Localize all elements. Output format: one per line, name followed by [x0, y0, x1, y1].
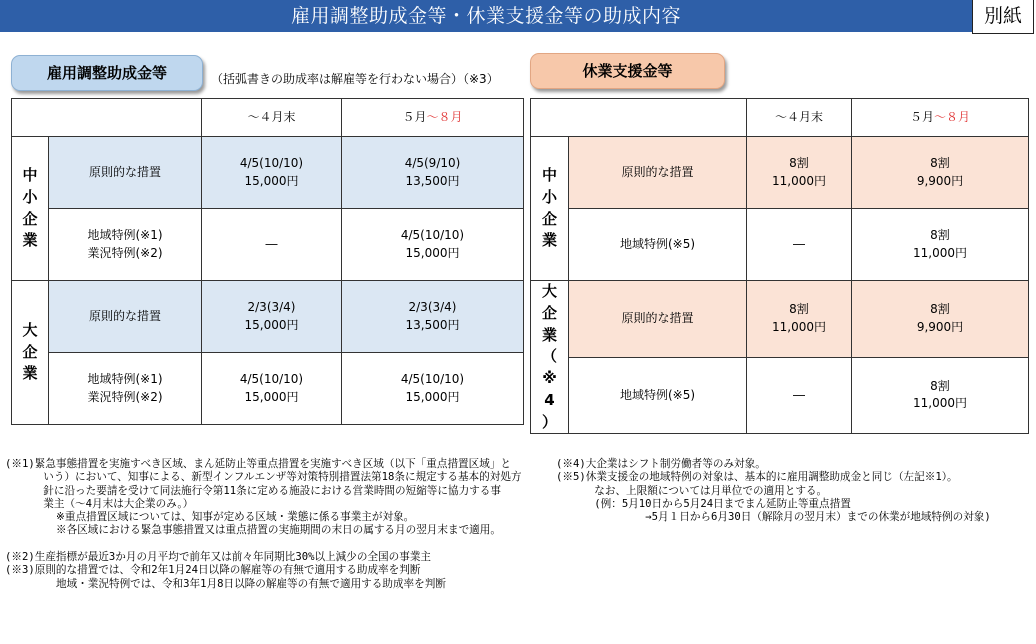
cell-line: 大 — [541, 282, 557, 300]
cell-line: 8割 — [930, 302, 950, 317]
rate-until-april-cell — [202, 281, 342, 353]
cell-line: 4/5(10/10) — [400, 372, 465, 387]
col-header-until-april: ～４月末 — [747, 99, 852, 137]
cell-line: 地域特例(※1) — [87, 228, 163, 243]
rate-may-aug-cell — [852, 209, 1029, 281]
header-row — [12, 99, 524, 137]
rate-until-april-cell — [747, 209, 852, 281]
employment-adjustment-subsidy-label: 雇用調整助成金等 — [11, 55, 203, 91]
cell-line: 8割 — [930, 156, 950, 171]
rate-may-aug-cell — [852, 137, 1029, 209]
cell-line: 15,000円 — [244, 389, 299, 404]
measure-cell — [569, 209, 747, 281]
footnote-line: ※重点措置区域については、知事が定める区域・業態に係る事業主が対象。 — [5, 511, 415, 524]
rate-until-april-cell — [747, 357, 852, 434]
cell-line: 地域特例(※5) — [619, 387, 696, 402]
cell-line: 11,000円 — [772, 173, 826, 188]
cell-line: 8割 — [789, 156, 809, 171]
table-row — [12, 353, 524, 425]
cell-line: 4 — [544, 390, 555, 409]
measure-cell — [569, 281, 747, 358]
cell-line: 企 — [22, 209, 38, 228]
measure-cell — [49, 353, 202, 425]
cell-line: 9,900円 — [916, 173, 964, 188]
cell-line: 13,500円 — [405, 173, 460, 188]
col-header-may-aug — [852, 99, 1029, 137]
col-header-may: ５月 — [909, 109, 934, 124]
cell-line: 業 — [22, 231, 38, 250]
leave-support-payment-label: 休業支援金等 — [530, 53, 725, 89]
table-row — [531, 137, 1029, 209]
cell-line: 8割 — [789, 302, 809, 317]
footnote-line: →5月１日から6月30日（解除月の翌月末）までの休業が地域特例の対象) — [556, 511, 991, 524]
leave-support-payment-table — [530, 98, 1029, 434]
rate-until-april-cell — [747, 281, 852, 358]
cell-line: 企 — [22, 342, 38, 361]
attachment-tag: 別紙 — [972, 0, 1034, 34]
footnote-line: なお、上限額については月単位での適用とする。 — [556, 484, 828, 497]
cell-line: 15,000円 — [405, 245, 460, 260]
measure-cell — [569, 357, 747, 434]
measure-cell — [49, 209, 202, 281]
table-row — [12, 209, 524, 281]
footnote-line: (※4)大企業はシフト制労働者等のみ対象。 — [556, 458, 766, 470]
cell-line: 業 — [22, 364, 38, 383]
measure-cell — [569, 137, 747, 209]
cell-line: 原則的な措置 — [88, 308, 161, 323]
rate-note: （括弧書きの助成率は解雇等を行わない場合）（※3） — [211, 72, 499, 86]
cell-line: 原則的な措置 — [621, 164, 694, 179]
corner-cell — [12, 99, 202, 137]
cell-line: 中 — [541, 166, 557, 184]
table-row — [531, 357, 1029, 434]
cell-line: 13,500円 — [405, 317, 460, 332]
cell-line: 企 — [541, 209, 557, 228]
cell-line: ） — [541, 412, 557, 431]
rate-until-april-cell — [202, 353, 342, 425]
cell-line: ― — [793, 387, 805, 402]
cell-line: 4/5(10/10) — [239, 372, 304, 387]
cell-line: 4/5(10/10) — [239, 156, 304, 171]
cell-line: 大 — [22, 320, 38, 339]
cell-line: 8割 — [930, 379, 950, 394]
cell-line: 小 — [541, 187, 557, 206]
rate-may-aug-cell — [342, 209, 524, 281]
cell-line: 4/5(9/10) — [404, 156, 461, 171]
rate-until-april-cell — [202, 137, 342, 209]
footnote-line: (※5)休業支援金の地域特例の対象は、基本的に雇用調整助成金と同じ（左記※1）。 — [556, 471, 958, 484]
footnotes-right — [556, 458, 991, 524]
footnotes-left — [5, 458, 522, 591]
employment-adjustment-subsidy-table — [11, 98, 524, 425]
page-title: 雇用調整助成金等・休業支援金等の助成内容 — [0, 0, 972, 32]
rate-may-aug-cell — [852, 281, 1029, 358]
cell-line: 11,000円 — [913, 245, 967, 260]
cell-line: 企 — [541, 303, 557, 322]
col-header-may: ５月 — [402, 109, 427, 124]
cell-line: 原則的な措置 — [621, 311, 694, 326]
col-header-until-april: ～４月末 — [202, 99, 342, 137]
footnote-line: (※1)緊急事態措置を実施すべき区域、まん延防止等重点措置を実施すべき区域（以下「重点措置区域」と — [5, 458, 512, 470]
cell-line: 2/3(3/4) — [247, 300, 296, 315]
company-size-label — [12, 137, 49, 281]
footnote-line: 針に沿った要請を受けて同法施行令第11条に定める施設における営業時間の短縮等に協力する事 — [5, 484, 501, 497]
cell-line: 9,900円 — [916, 319, 964, 334]
cell-line: 11,000円 — [913, 396, 967, 411]
cell-line: 11,000円 — [772, 319, 826, 334]
rate-may-aug-cell — [342, 137, 524, 209]
footnote-line: (※3)原則的な措置では、令和2年1月24日以降の解雇等の有無で適用する助成率を判断 — [5, 564, 421, 577]
col-header-to-august: ～８月 — [426, 109, 463, 124]
cell-line: 業 — [541, 231, 557, 250]
company-size-label — [12, 281, 49, 425]
table-row — [12, 137, 524, 209]
cell-line: （ — [541, 347, 557, 366]
cell-line: 中 — [22, 166, 38, 184]
rate-may-aug-cell — [852, 357, 1029, 434]
col-header-to-august: ～８月 — [934, 109, 971, 124]
cell-line: 4/5(10/10) — [400, 228, 465, 243]
cell-line: ※ — [542, 369, 557, 387]
col-header-may-aug — [342, 99, 524, 137]
footnote-line: (例：5月10日から5月24日までまん延防止等重点措置 — [556, 497, 851, 510]
cell-line: 原則的な措置 — [88, 164, 161, 179]
cell-line: ― — [265, 236, 278, 251]
corner-cell — [531, 99, 747, 137]
company-size-label — [531, 281, 569, 434]
cell-line: 業 — [541, 325, 557, 344]
table-row — [12, 281, 524, 353]
measure-cell — [49, 137, 202, 209]
cell-line: 15,000円 — [244, 317, 299, 332]
cell-line: 地域特例(※5) — [619, 236, 696, 251]
rate-may-aug-cell — [342, 353, 524, 425]
footnote-line: 地域・業況特例では、令和3年1月8日以降の解雇等の有無で適用する助成率を判断 — [5, 577, 446, 590]
cell-line: 業況特例(※2) — [87, 389, 163, 404]
cell-line: 8割 — [930, 228, 950, 243]
cell-line: 業況特例(※2) — [87, 245, 163, 260]
cell-line: 15,000円 — [244, 173, 299, 188]
table-row — [531, 209, 1029, 281]
cell-line: 15,000円 — [405, 389, 460, 404]
rate-until-april-cell — [202, 209, 342, 281]
table-row — [531, 281, 1029, 358]
footnote-line: ※各区域における緊急事態措置又は重点措置の実施期間の末日の属する月の翌月末まで適用。 — [5, 524, 501, 537]
cell-line: ― — [793, 236, 805, 251]
header-row — [531, 99, 1029, 137]
footnote-line: いう）において、知事による、新型インフルエンザ等対策特別措置法第18条に規定する基本的対処方 — [5, 471, 522, 484]
company-size-label — [531, 137, 569, 281]
measure-cell — [49, 281, 202, 353]
footnote-line: 業主（～4月末は大企業のみ。） — [5, 497, 194, 510]
rate-until-april-cell — [747, 137, 852, 209]
footnote-line: (※2)生産指標が最近3か月の月平均で前年又は前々年同期比30%以上減少の全国の事業主 — [5, 551, 432, 564]
cell-line: 2/3(3/4) — [408, 300, 457, 315]
rate-may-aug-cell — [342, 281, 524, 353]
cell-line: 地域特例(※1) — [87, 372, 163, 387]
cell-line: 小 — [22, 187, 38, 206]
